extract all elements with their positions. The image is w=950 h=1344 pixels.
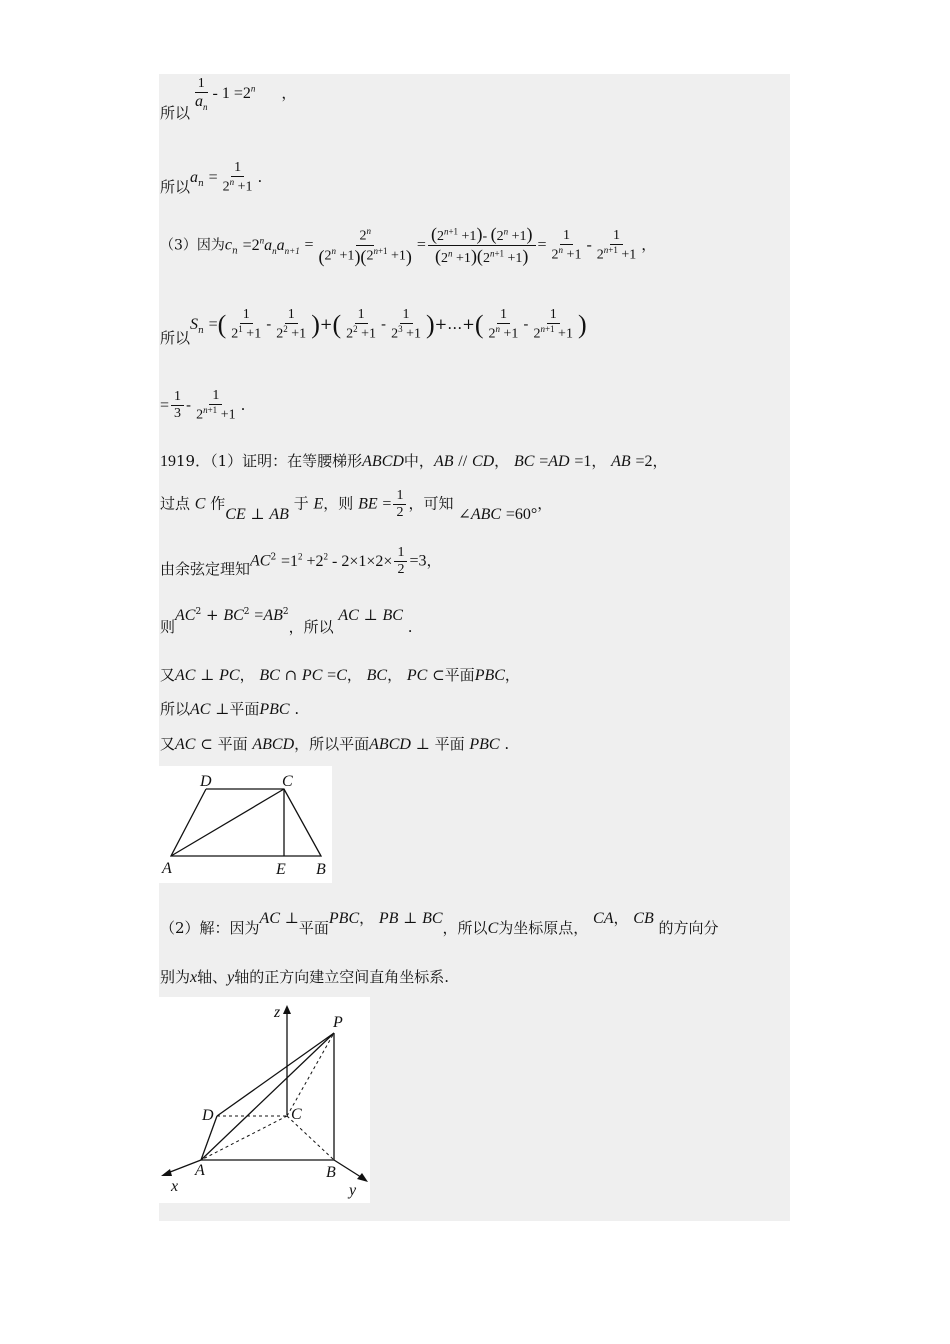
label-pass: 过点: [160, 494, 191, 513]
label-plane: 平面: [229, 700, 260, 718]
label-so4: 所以: [160, 700, 191, 718]
label-again: 又: [160, 666, 176, 684]
label-q2g: 轴的正方向建立空间直角坐标系.: [234, 968, 450, 986]
eq-cn: （3）因为$c_n =2^na_na_{n+1}$ = $\frac{2^n}{(2^n +1)(2^{n+1} +1)}$ = $\frac{(2^{n+1} +1)- (2^n +1)}{(2^n +1)(2^{n+1} +1)}$ = $\frac{1}{2^n +1}$ - $\frac{1}{2^{n+1} +1}$ ，: [160, 224, 657, 267]
label-so3: 所以: [160, 328, 191, 347]
fig2-label-d: D: [202, 1107, 214, 1124]
label-then: ，则: [323, 494, 354, 513]
q19-so4: 所以AC ⊥平面PBC .: [160, 700, 300, 718]
fig2-label-y: y: [349, 1182, 357, 1199]
label-q2d: 的方向分: [658, 919, 719, 937]
fig1-label-d: D: [200, 773, 212, 790]
label-plane-pbc: 平面: [444, 666, 475, 684]
fig1-label-b: B: [316, 861, 326, 878]
eq-sn-result: = $\frac{1}{3}$ - $\frac{1}{2^{n+1} +1}$ .: [160, 388, 246, 423]
fig1-label-e: E: [276, 861, 286, 878]
trapezoid-figure: [159, 766, 332, 883]
fig1-label-a: A: [162, 860, 172, 877]
label-cosine: 由余弦定理知: [160, 559, 251, 578]
fig2-label-c: C: [291, 1106, 302, 1123]
q2-line1: （2）解：因为AC ⊥平面PBC， PB ⊥ BC，所以C为坐标原点， CA， CB 的方向分: [160, 909, 719, 937]
eq-an: 所以$a_n$ = $\frac{1}{2^n +1}$ .: [160, 160, 263, 196]
label-q2e: 别为: [160, 968, 191, 986]
label-q19: 19．（1）证明：在等腰梯形: [176, 452, 363, 470]
q19-perp: 则$AC^2 + BC^2 =AB^2$，所以 AC ⊥ BC .: [160, 606, 413, 636]
label-q2c: 为坐标原点，: [498, 919, 589, 937]
label-q2b: ，所以: [442, 919, 488, 937]
label-in: 中，: [403, 452, 434, 470]
label-at: 于: [293, 494, 309, 513]
label-so: 所以: [160, 104, 191, 123]
label-q2: （2）解：因为: [160, 919, 260, 937]
fig1-label-c: C: [282, 773, 293, 790]
coordinate-3d-figure: [159, 997, 370, 1203]
label-make: 作: [210, 494, 226, 513]
label-three: （3）因为: [160, 237, 225, 254]
label-q2f: 轴、: [197, 968, 228, 986]
q19-cosine: 由余弦定理知$AC^2 =1^2 +2^2 - 2\times 1\times 2\times$ $\frac{1}{2}$ =3，: [160, 545, 442, 578]
label-so5: ，所以平面: [294, 735, 370, 753]
q19-again: 又AC ⊥ PC， BC ∩ PC =C， BC， PC ⊂平面PBC，: [160, 666, 520, 684]
label-again2: 又: [160, 735, 176, 753]
label-know: ，可知: [408, 494, 454, 513]
q19-line1: 1919．（1）证明：在等腰梯形ABCD中，AB // CD， BC =AD =1， AB =2，: [160, 452, 668, 470]
q19-again2: 又AC ⊂ 平面 ABCD，所以平面ABCD ⊥ 平面 PBC .: [160, 735, 510, 753]
q2-line2: 别为x轴、y轴的正方向建立空间直角坐标系.: [160, 968, 450, 986]
fig2-label-p: P: [333, 1014, 343, 1031]
fig2-label-a: A: [195, 1162, 205, 1179]
fig2-label-x: x: [171, 1178, 179, 1195]
label-so-ac: ，所以: [288, 618, 334, 636]
label-so2: 所以: [160, 177, 191, 196]
fig2-label-b: B: [326, 1164, 336, 1181]
fig2-label-z: z: [274, 1004, 281, 1021]
q19-line2: 过点 C 作CE ⊥ AB 于 E，则 BE = $\frac{1}{2}$ ，可知 ∠ABC =60°，: [160, 488, 553, 523]
label-plane2: 平面: [298, 919, 329, 937]
eq-an-inverse: 所以 $\frac{1}{a_n}$ - $1 =2^n$ ，: [160, 76, 297, 123]
label-ze: 则: [160, 618, 176, 636]
eq-sn: 所以$S_n$ =( $\frac{1}{2^1 +1}$ - $\frac{1}{2^2 +1}$ )+( $\frac{1}{2^2 +1}$ - $\frac{1}{2^3 +1}$ )+…+( $\frac{1}{2^n +1}$ - $\frac{1}{2^{n+1} +1}$ ): [160, 307, 587, 347]
